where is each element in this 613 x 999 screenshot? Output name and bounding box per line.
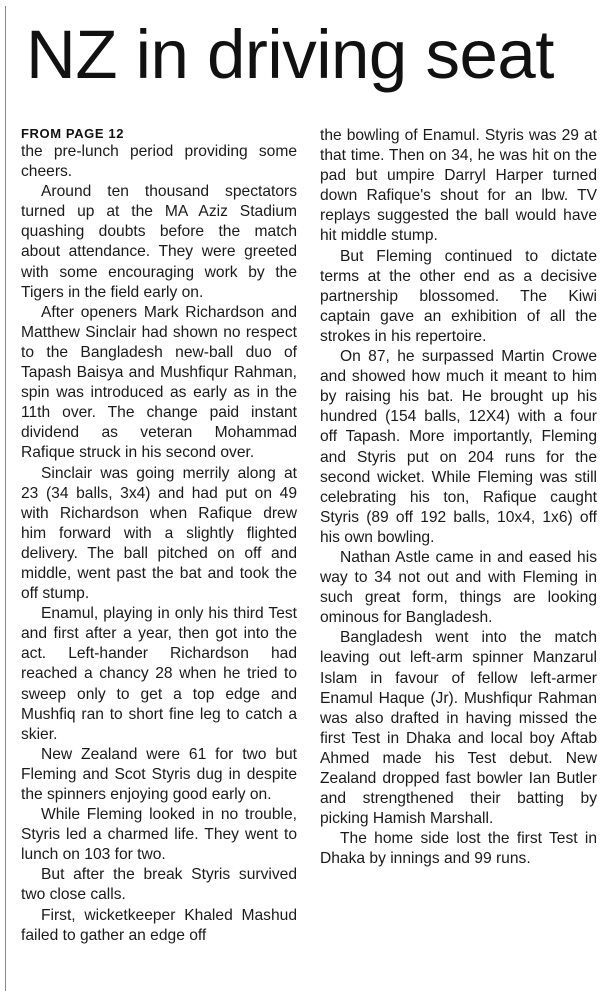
paragraph: First, wicketkeeper Khaled Mashud failed to gather an edge off — [21, 906, 297, 944]
paragraph: While Fleming looked in no trouble, Styris led a charmed life. They went to lunch on 103 for two. — [21, 806, 297, 864]
paragraph: Nathan Astle came in and eased his way to 34 not out and with Fleming in such great form, things are looking ominous for Bangladesh. — [320, 548, 597, 627]
headline: NZ in driving seat — [26, 16, 554, 93]
paragraph: But after the break Styris survived two close calls. — [21, 866, 297, 904]
paragraph: Enamul, playing in only his third Test and first after a year, then got into the act. Left-hander Richardson had reached a chancy 28 when he tried to sweep only to get a top edge and Mushfiq ran to short fine leg to catch a skier. — [21, 605, 297, 743]
paragraph: Around ten thousand spectators turned up at the MA Aziz Stadium quashing doubts before the match about attendance. They were greeted with some encouraging work by the Tigers in the field early on. — [21, 183, 297, 301]
article-column-right — [320, 126, 597, 869]
jump-label: FROM PAGE 12 — [21, 126, 125, 141]
paragraph: the bowling of Enamul. Styris was 29 at that time. Then on 34, he was hit on the pad but umpire Darryl Harper turned down Rafique's shout for an lbw. TV replays suggested the ball would have hit middle stump. — [320, 127, 597, 245]
paragraph: Bangladesh went into the match leaving out left-arm spinner Manzarul Islam in favour of fellow left-armer Enamul Haque (Jr). Mushfiqur Rahman was also drafted in having missed the first Test in Dhaka and local boy Aftab Ahmed made his Test debut. New Zealand dropped fast bowler Ian Butler and strengthened their batting by picking Hamish Marshall. — [320, 629, 597, 828]
paragraph: the pre-lunch period providing some cheers. — [21, 143, 297, 181]
paragraph: New Zealand were 61 for two but Fleming and Scot Styris dug in despite the spinners enjoying good early on. — [21, 745, 297, 803]
paragraph: Sinclair was going merrily along at 23 (34 balls, 3x4) and had put on 49 with Richardson when Rafique drew him forward with a slightly flighted delivery. The ball pitched on off and middle, went past the bat and took the off stump. — [21, 464, 297, 603]
article-column-left — [21, 126, 297, 946]
left-column-rule — [5, 6, 6, 991]
paragraph: The home side lost the first Test in Dhaka by innings and 99 runs. — [320, 830, 597, 868]
paragraph: But Fleming continued to dictate terms at the other end as a decisive partnership blossomed. The Kiwi captain gave an exhibition of all the strokes in his repertoire. — [320, 247, 597, 345]
paragraph: On 87, he surpassed Martin Crowe and showed how much it meant to him by raising his bat. He brought up his hundred (154 balls, 12X4) with a four off Tapash. More importantly, Fleming and Styris put on 204 runs for the second wicket. While Fleming was still celebrating his ton, Rafique caught Styris (89 off 192 balls, 10x4, 1x6) off his own bowling. — [320, 348, 597, 546]
paragraph: After openers Mark Richardson and Matthew Sinclair had shown no respect to the Bangladesh new-ball duo of Tapash Baisya and Mushfiqur Rahman, spin was introduced as early as in the 11th over. The change paid instant dividend as veteran Mohammad Rafique struck in his second over. — [21, 303, 297, 462]
